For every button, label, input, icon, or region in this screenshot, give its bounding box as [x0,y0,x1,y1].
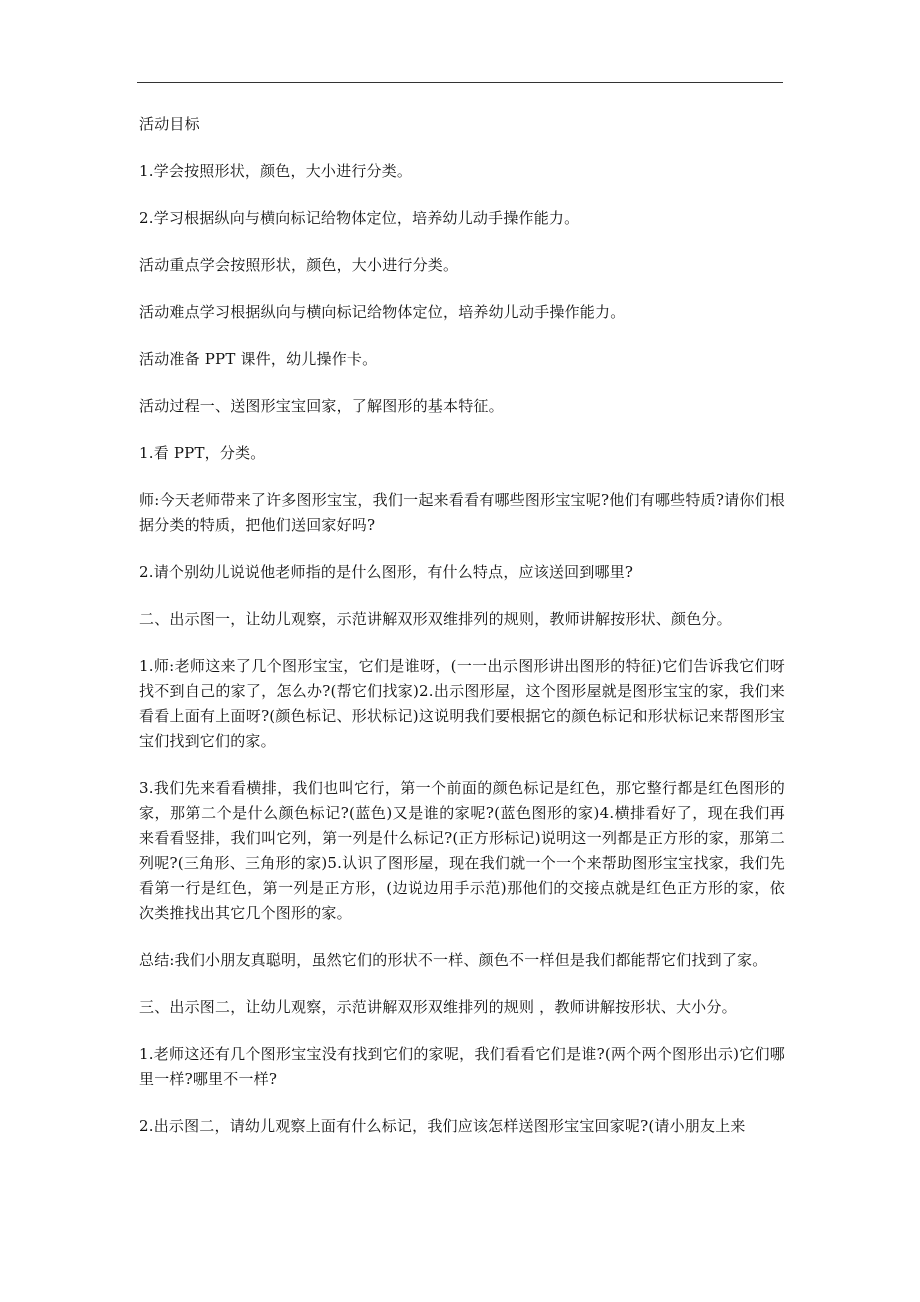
goal-item-2: 2.学习根据纵向与横向标记给物体定位，培养幼儿动手操作能力。 [139,209,580,227]
process-step-1-item-2: 2.请个别幼儿说说他老师指的是什么图形，有什么特点，应该送回到哪里? [139,563,634,581]
process-step-1-item-1: 1.看 PPT，分类。 [139,444,266,462]
process-step-1: 活动过程一、送图形宝宝回家，了解图形的基本特征。 [139,397,504,415]
process-step-2-item-1: 1.师:老师这来了几个图形宝宝，它们是谁呀，(一一出示图形讲出图形的特征)它们告诉我它们呀找不到自己的家了，怎么办?(帮它们找家)2.出示图形屋，这个图形屋就是图形宝宝的家，我们来看看上面有上面呀?(颜色标记、形状标记)这说明我们要根据它的颜色标记和形状标记来帮图形宝宝们找到它们的家。 [139,657,785,750]
preparation: 活动准备 PPT 课件，幼儿操作卡。 [139,350,378,368]
goal-item-1: 1.学会按照形状，颜色，大小进行分类。 [139,162,413,180]
key-point: 活动重点学会按照形状，颜色，大小进行分类。 [139,256,459,274]
document-body [139,112,785,1161]
process-step-3: 三、出示图二，让幼儿观察，示范讲解双形双维排列的规则 ，教师讲解按形状、大小分。 [139,998,737,1016]
teacher-dialogue: 师:今天老师带来了许多图形宝宝，我们一起来看看有哪些图形宝宝呢?他们有哪些特质?请你们根据分类的特质，把他们送回家好吗? [139,491,785,534]
summary: 总结:我们小朋友真聪明，虽然它们的形状不一样、颜色不一样但是我们都能帮它们找到了家。 [139,951,768,969]
process-step-3-item-2: 2.出示图二，请幼儿观察上面有什么标记，我们应该怎样送图形宝宝回家呢?(请小朋友上来 [139,1117,746,1135]
header-divider [137,82,783,83]
difficulty-point: 活动难点学习根据纵向与横向标记给物体定位，培养幼儿动手操作能力。 [139,303,626,321]
process-step-2: 二、出示图一，让幼儿观察，示范讲解双形双维排列的规则，教师讲解按形状、颜色分。 [139,610,732,628]
section-heading-goals: 活动目标 [139,115,200,133]
process-step-3-item-1: 1.老师这还有几个图形宝宝没有找到它们的家呢，我们看看它们是谁?(两个两个图形出示)它们哪里一样?哪里不一样? [139,1045,785,1088]
process-step-2-item-3: 3.我们先来看看横排，我们也叫它行，第一个前面的颜色标记是红色，那它整行都是红色图形的家，那第二个是什么颜色标记?(蓝色)又是谁的家呢?(蓝色图形的家)4.横排看好了，现在我们再来看看竖排，我们叫它列，第一列是什么标记?(正方形标记)说明这一列都是正方形的家，那第二列呢?(三角形、三角形的家)5.认识了图形屋，现在我们就一个一个来帮助图形宝宝找家，我们先看第一行是红色，第一列是正方形，(边说边用手示范)那他们的交接点就是红色正方形的家，依次类推找出其它几个图形的家。 [139,779,785,922]
